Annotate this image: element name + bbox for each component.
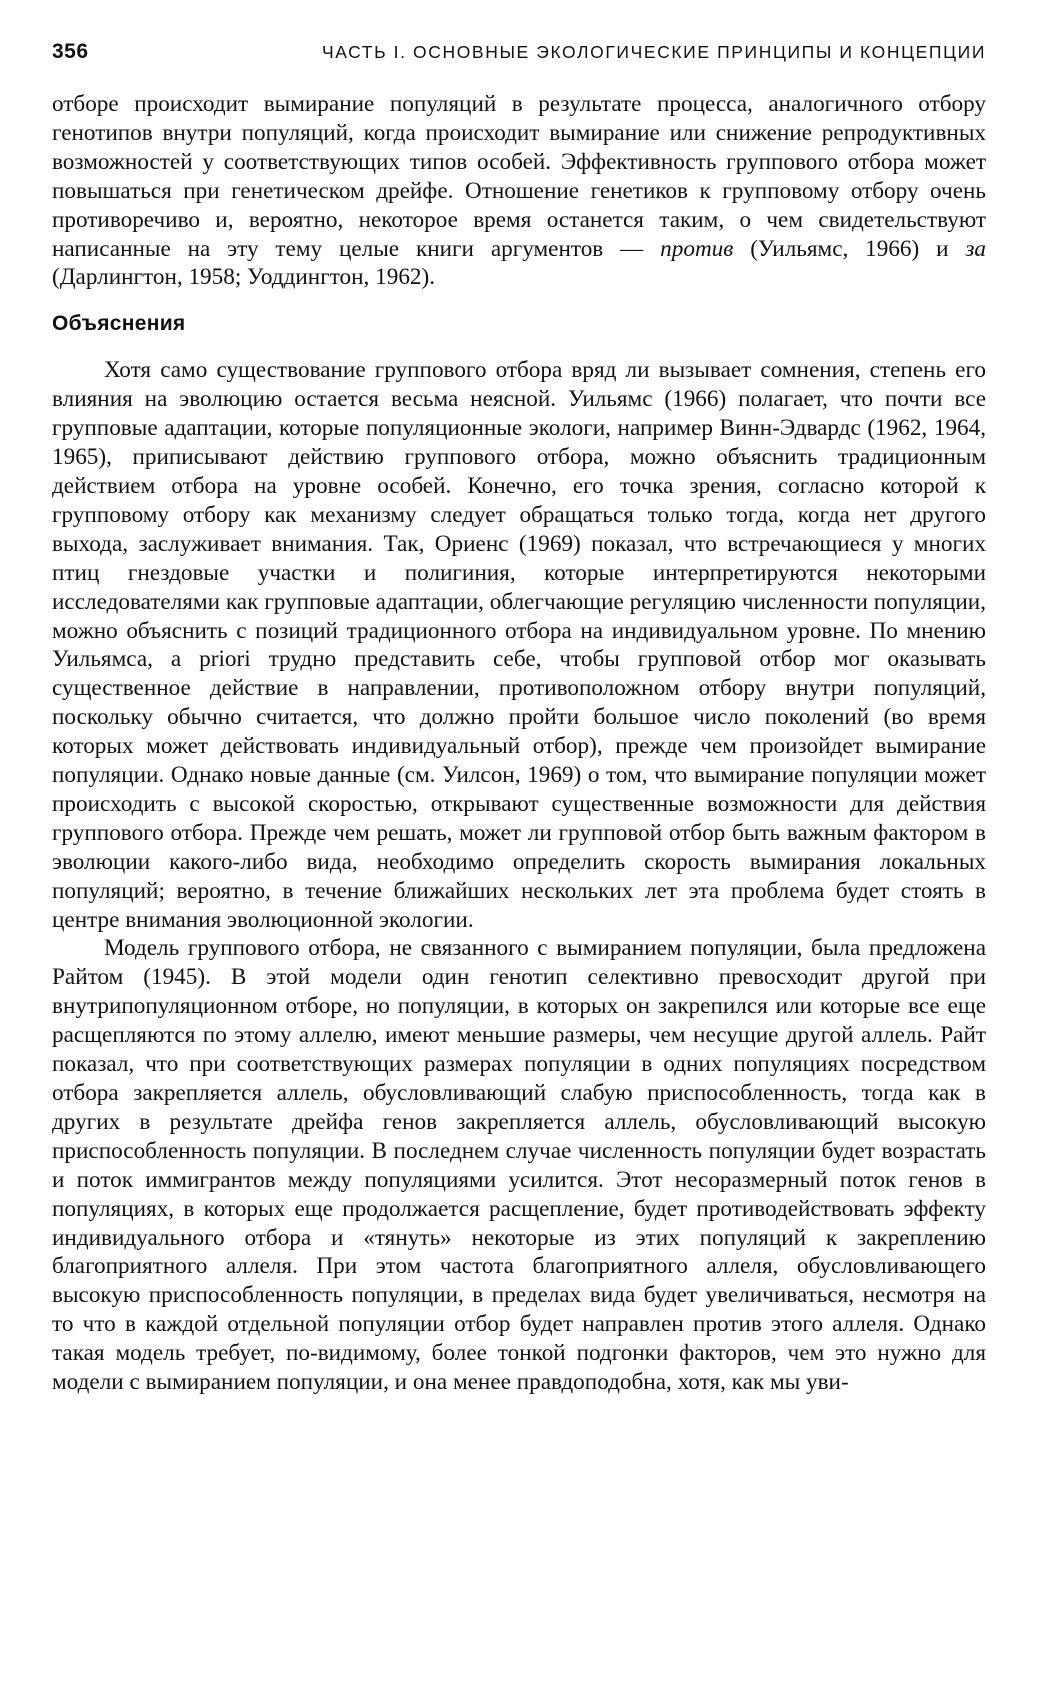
book-page xyxy=(52,40,986,1397)
body-paragraph-2: Модель группового отбора, не связанного с вымиранием популяции, была предложена Райтом (1945). В этой модели один генотип селективно превосходит другой при внутрипопуляционном отборе, но популяции, в которых он закрепился или которые все еще расщепляются по этому аллелю, имеют меньшие размеры, чем несущие другой аллель. Райт показал, что при соответствующих размерах популяции в одних популяциях посредством отбора закрепляется аллель, обусловливающий слабую приспособленность, тогда как в других в результате дрейфа генов закрепляется аллель, обусловливающий высокую приспособленность популяции. В последнем случае численность популяции будет возрастать и поток иммигрантов между популяциями усилится. Этот несоразмерный поток генов в популяциях, в которых еще продолжается расщепление, будет противодействовать эффекту индивидуального отбора и «тянуть» некоторые из этих популяций к закреплению благоприятного аллеля. При этом частота благоприятного аллеля, обусловливающего высокую приспособленность популяции, в пределах вида будет увеличиваться, несмотря на то что в каждой отдельной популяции отбор будет направлен против этого аллеля. Однако такая модель требует, по-видимому, более тонкой подгонки факторов, чем это нужно для модели с вымиранием популяции, и она менее правдоподобна, хотя, как мы уви- xyxy=(52,935,986,1396)
running-title: ЧАСТЬ I. ОСНОВНЫЕ ЭКОЛОГИЧЕСКИЕ ПРИНЦИПЫ И КОНЦЕПЦИИ xyxy=(322,42,986,62)
running-head xyxy=(52,40,986,64)
intro-paragraph xyxy=(52,90,986,292)
intro-italic-against: против xyxy=(660,235,734,262)
section-heading: Объяснения xyxy=(52,312,186,336)
intro-text-1: отборе происходит вымирание популяций в результате процесса, аналогичного отбору генотипов внутри популяций, когда происходит вымирание или снижение репродуктивных возможностей у соответствующих типов особей. Эффективность группового отбора может повышаться при генетическом дрейфе. Отношение генетиков к групповому отбору очень противоречиво и, вероятно, некоторое время останется таким, о чем свидетельствуют написанные на эту тему целые книги аргументов — xyxy=(52,91,986,262)
body-paragraph-1: Хотя само существование группового отбора вряд ли вызывает сомнения, степень его влияния на эволюцию остается весьма неясной. Уильямс (1966) полагает, что почти все групповые адаптации, которые популяционные экологи, например Винн-Эдвардс (1962, 1964, 1965), приписывают действию группового отбора, можно объяснить традиционным действием отбора на уровне особей. Конечно, его точка зрения, согласно которой к групповому отбору как механизму следует обращаться только тогда, когда нет другого выхода, заслуживает внимания. Так, Ориенс (1969) показал, что встречающиеся у многих птиц гнездовые участки и полигиния, которые интерпретируются некоторыми исследователями как групповые адаптации, облегчающие регуляцию численности популяции, можно объяснить с позиций традиционного отбора на индивидуальном уровне. По мнению Уильямса, a priori трудно представить себе, чтобы групповой отбор мог оказывать существенное действие в направлении, противоположном отбору внутри популяций, поскольку обычно считается, что должно пройти большое число поколений (во время которых может действовать индивидуальный отбор), прежде чем произойдет вымирание популяции. Однако новые данные (см. Уилсон, 1969) о том, что вымирание популяции может происходить с высокой скоростью, открывают существенные возможности для действия группового отбора. Прежде чем решать, может ли групповой отбор быть важным фактором в эволюции какого-либо вида, необходимо определить скорость вымирания локальных популяций; вероятно, в течение ближайших нескольких лет эта проблема будет стоять в центре внимания эволюционной экологии. xyxy=(52,357,986,933)
page-number: 356 xyxy=(52,40,89,63)
intro-text-3: (Дарлингтон, 1958; Уоддингтон, 1962). xyxy=(52,264,436,291)
intro-text-2: (Уильямс, 1966) и xyxy=(733,235,966,262)
intro-italic-for: за xyxy=(965,235,986,262)
